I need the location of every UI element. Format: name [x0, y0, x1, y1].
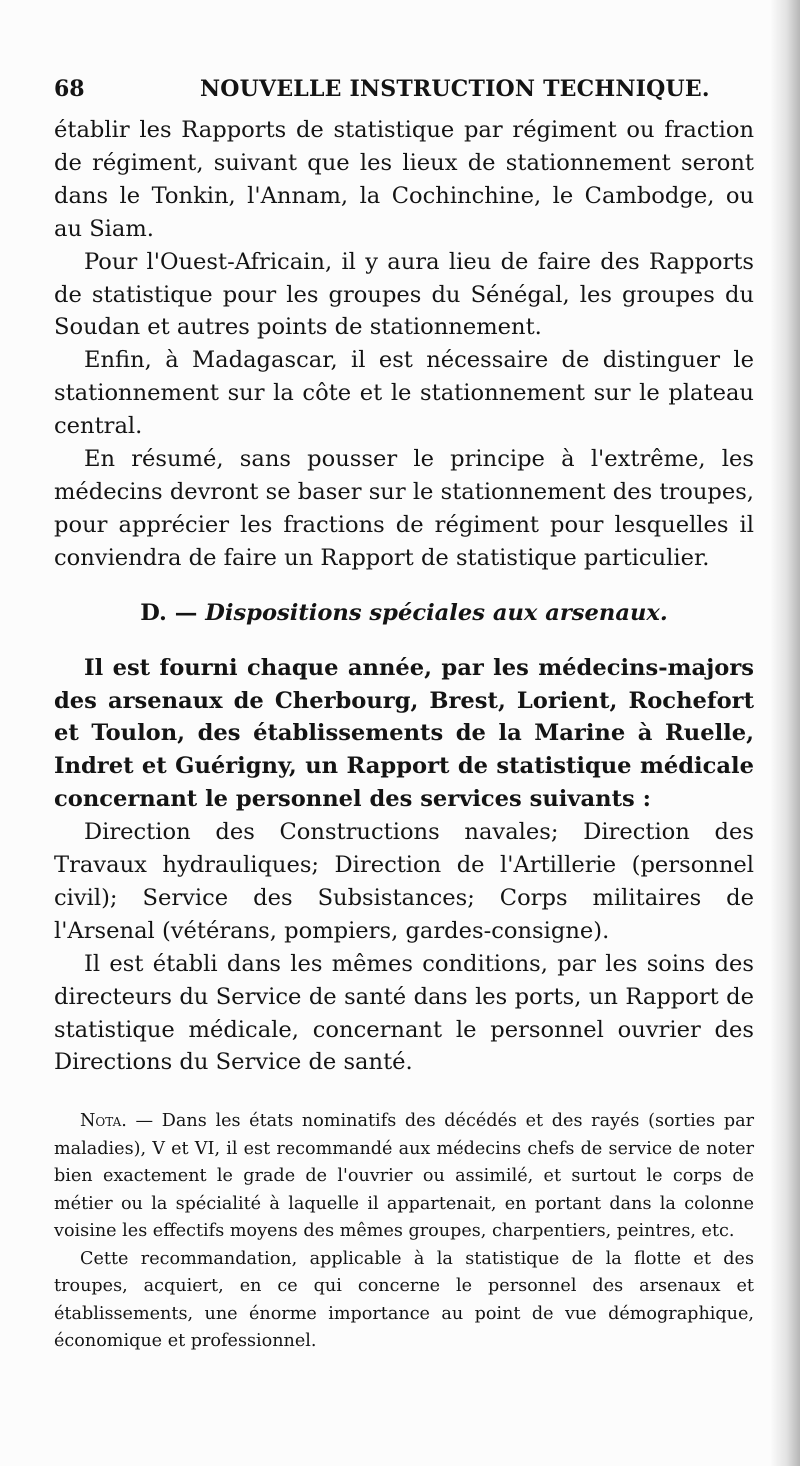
paragraph-4: En résumé, sans pousser le principe à l'extrême, les médecins devront se baser sur le stationnement des troupes, pour apprécier les fractions de régiment pour lesquelles il conviendra de faire un Rapport de statistique particulier.: [54, 446, 754, 571]
header-title: NOUVELLE INSTRUCTION TECHNIQUE.: [200, 76, 710, 102]
paragraph-2: Pour l'Ouest-Africain, il y aura lieu de faire des Rapports de statistique pour les groupes du Sénégal, les groupes du Soudan et autres points de stationnement.: [54, 248, 754, 341]
paragraph-7: Il est établi dans les mêmes conditions, par les soins des directeurs du Service de santé dans les ports, un Rapport de statistique médicale, concernant le personnel ouvrier des Directions du Service de santé.: [54, 950, 754, 1076]
paragraph-3: Enfin, à Madagascar, il est nécessaire de distinguer le stationnement sur la côte et le stationnement sur le plateau central.: [54, 347, 754, 440]
paragraph-5: Il est fourni chaque année, par les médecins-majors des arsenaux de Cherbourg, Brest, Lorient, Rochefort et Toulon, des établissements de la Marine à Ruelle, Indret et Guérigny, un Rapport de statistique médicale concernant le personnel des services suivants :: [54, 654, 754, 813]
section-heading: [54, 597, 754, 630]
note-1-text: — Dans les états nominatifs des décédés et des rayés (sorties par maladies), V et VI, il est recommandé aux médecins chefs de service de noter bien exactement le grade de l'ouvrier ou assimilé, et surtout le corps de métier ou la spécialité à laquelle il appartenait, en portant dans la colonne voisine les effectifs moyens des mêmes groupes, charpentiers, peintres, etc.: [54, 1111, 754, 1241]
running-head: [54, 74, 754, 104]
section-title: Dispositions spéciales aux arsenaux.: [205, 599, 668, 626]
note-label: Nota.: [80, 1111, 127, 1131]
paragraph-1: établir les Rapports de statistique par régiment ou fraction de régiment, suivant que les lieux de stationnement seront dans le Tonkin, l'Annam, la Cochinchine, le Cambodge, ou au Siam.: [54, 117, 754, 242]
paragraph-6: Direction des Constructions navales; Direction des Travaux hydrauliques; Direction de l'Artillerie (personnel civil); Service des Subsistances; Corps militaires de l'Arsenal (vétérans, pompiers, gardes-consigne).: [54, 819, 754, 944]
note-2: Cette recommandation, applicable à la statistique de la flotte et des troupes, acquiert, en ce qui concerne le personnel des arsenaux et établissements, une énorme importance au point de vue démographique, économique et professionnel.: [54, 1248, 754, 1351]
main-text: [54, 114, 754, 1079]
footnote-block: [54, 1108, 754, 1356]
page-edge-shadow: [770, 0, 800, 1466]
page-number: 68: [54, 76, 85, 102]
note-1: [54, 1108, 754, 1246]
section-letter: D. —: [140, 599, 198, 626]
